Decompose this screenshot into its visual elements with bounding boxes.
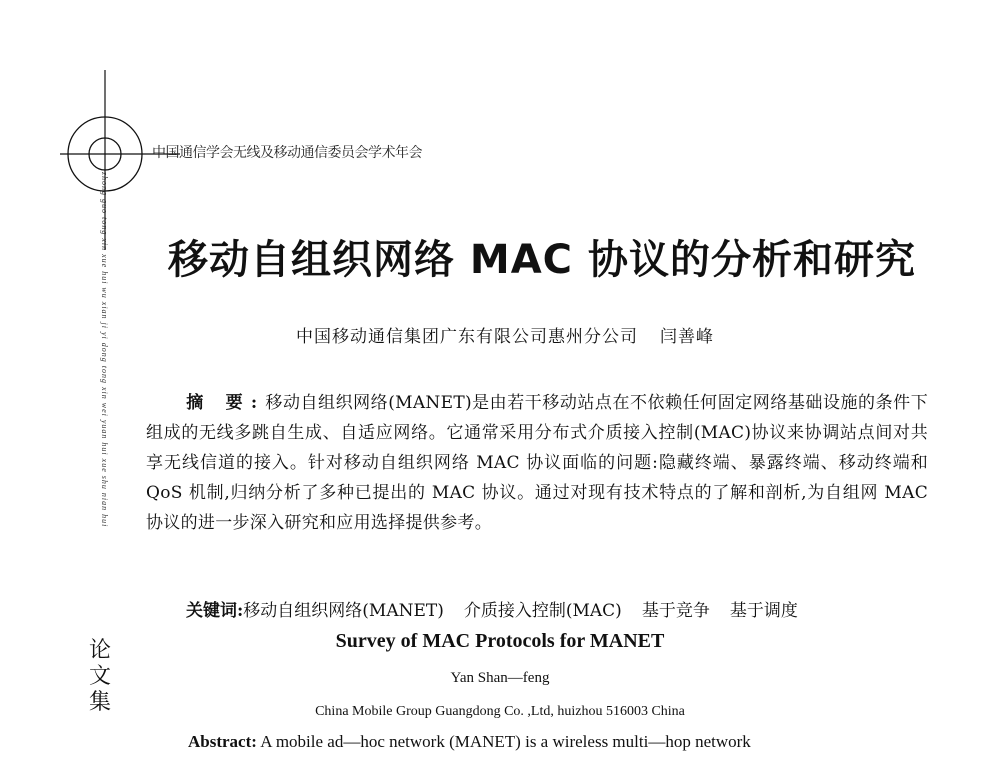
keywords-label: 关键词: [186, 601, 244, 621]
keywords-line [186, 596, 798, 621]
vertical-pinyin-text: zhong guo tong xin xue hui wu xian ji yi dong tong xin wei yuan hui xue shu nian hui [100, 172, 109, 528]
author-name: 闫善峰 [660, 327, 714, 347]
english-abstract-text: A mobile ad—hoc network (MANET) is a wireless multi—hop network [260, 732, 751, 751]
english-abstract-label: Abstract: [188, 732, 257, 751]
side-label-char: 文 [88, 664, 111, 689]
english-affiliation: China Mobile Group Guangdong Co. ,Ltd, huizhou 516003 China [315, 704, 685, 719]
abstract-text: 移动自组织网络(MANET)是由若干移动站点在不依赖任何固定网络基础设施的条件下组成的无线多跳自生成、自适应网络。它通常采用分布式介质接入控制(MAC)协议来协调站点间对共享无线信道的接入。针对移动自组织网络 MAC 协议面临的问题:隐藏终端、暴露终端、移动终端和 QoS 机制,归纳分析了多种已提出的 MAC 协议。通过对现有技术特点的了解和剖析,为自组网 MAC 协议的进一步深入研究和应用选择提供参考。 [146, 393, 928, 533]
english-title: Survey of MAC Protocols for MANET [335, 630, 665, 652]
keyword: 移动自组织网络(MANET) [243, 601, 444, 621]
conference-header: 中国通信学会无线及移动通信委员会学术年会 [152, 145, 422, 161]
keyword: 介质接入控制(MAC) [463, 601, 622, 621]
author-line [296, 322, 714, 347]
paper-title: 移动自组织网络 MAC 协议的分析和研究 [168, 237, 916, 283]
english-abstract [188, 732, 751, 752]
keyword: 基于竞争 [641, 601, 710, 621]
side-label-char: 集 [88, 690, 111, 715]
side-label-char: 论 [88, 638, 111, 663]
affiliation-cn: 中国移动通信集团广东有限公司惠州分公司 [296, 327, 638, 347]
english-author: Yan Shan—feng [450, 670, 550, 686]
abstract-cn [146, 388, 928, 538]
abstract-label: 摘 要: [186, 393, 266, 413]
keyword: 基于调度 [729, 601, 798, 621]
